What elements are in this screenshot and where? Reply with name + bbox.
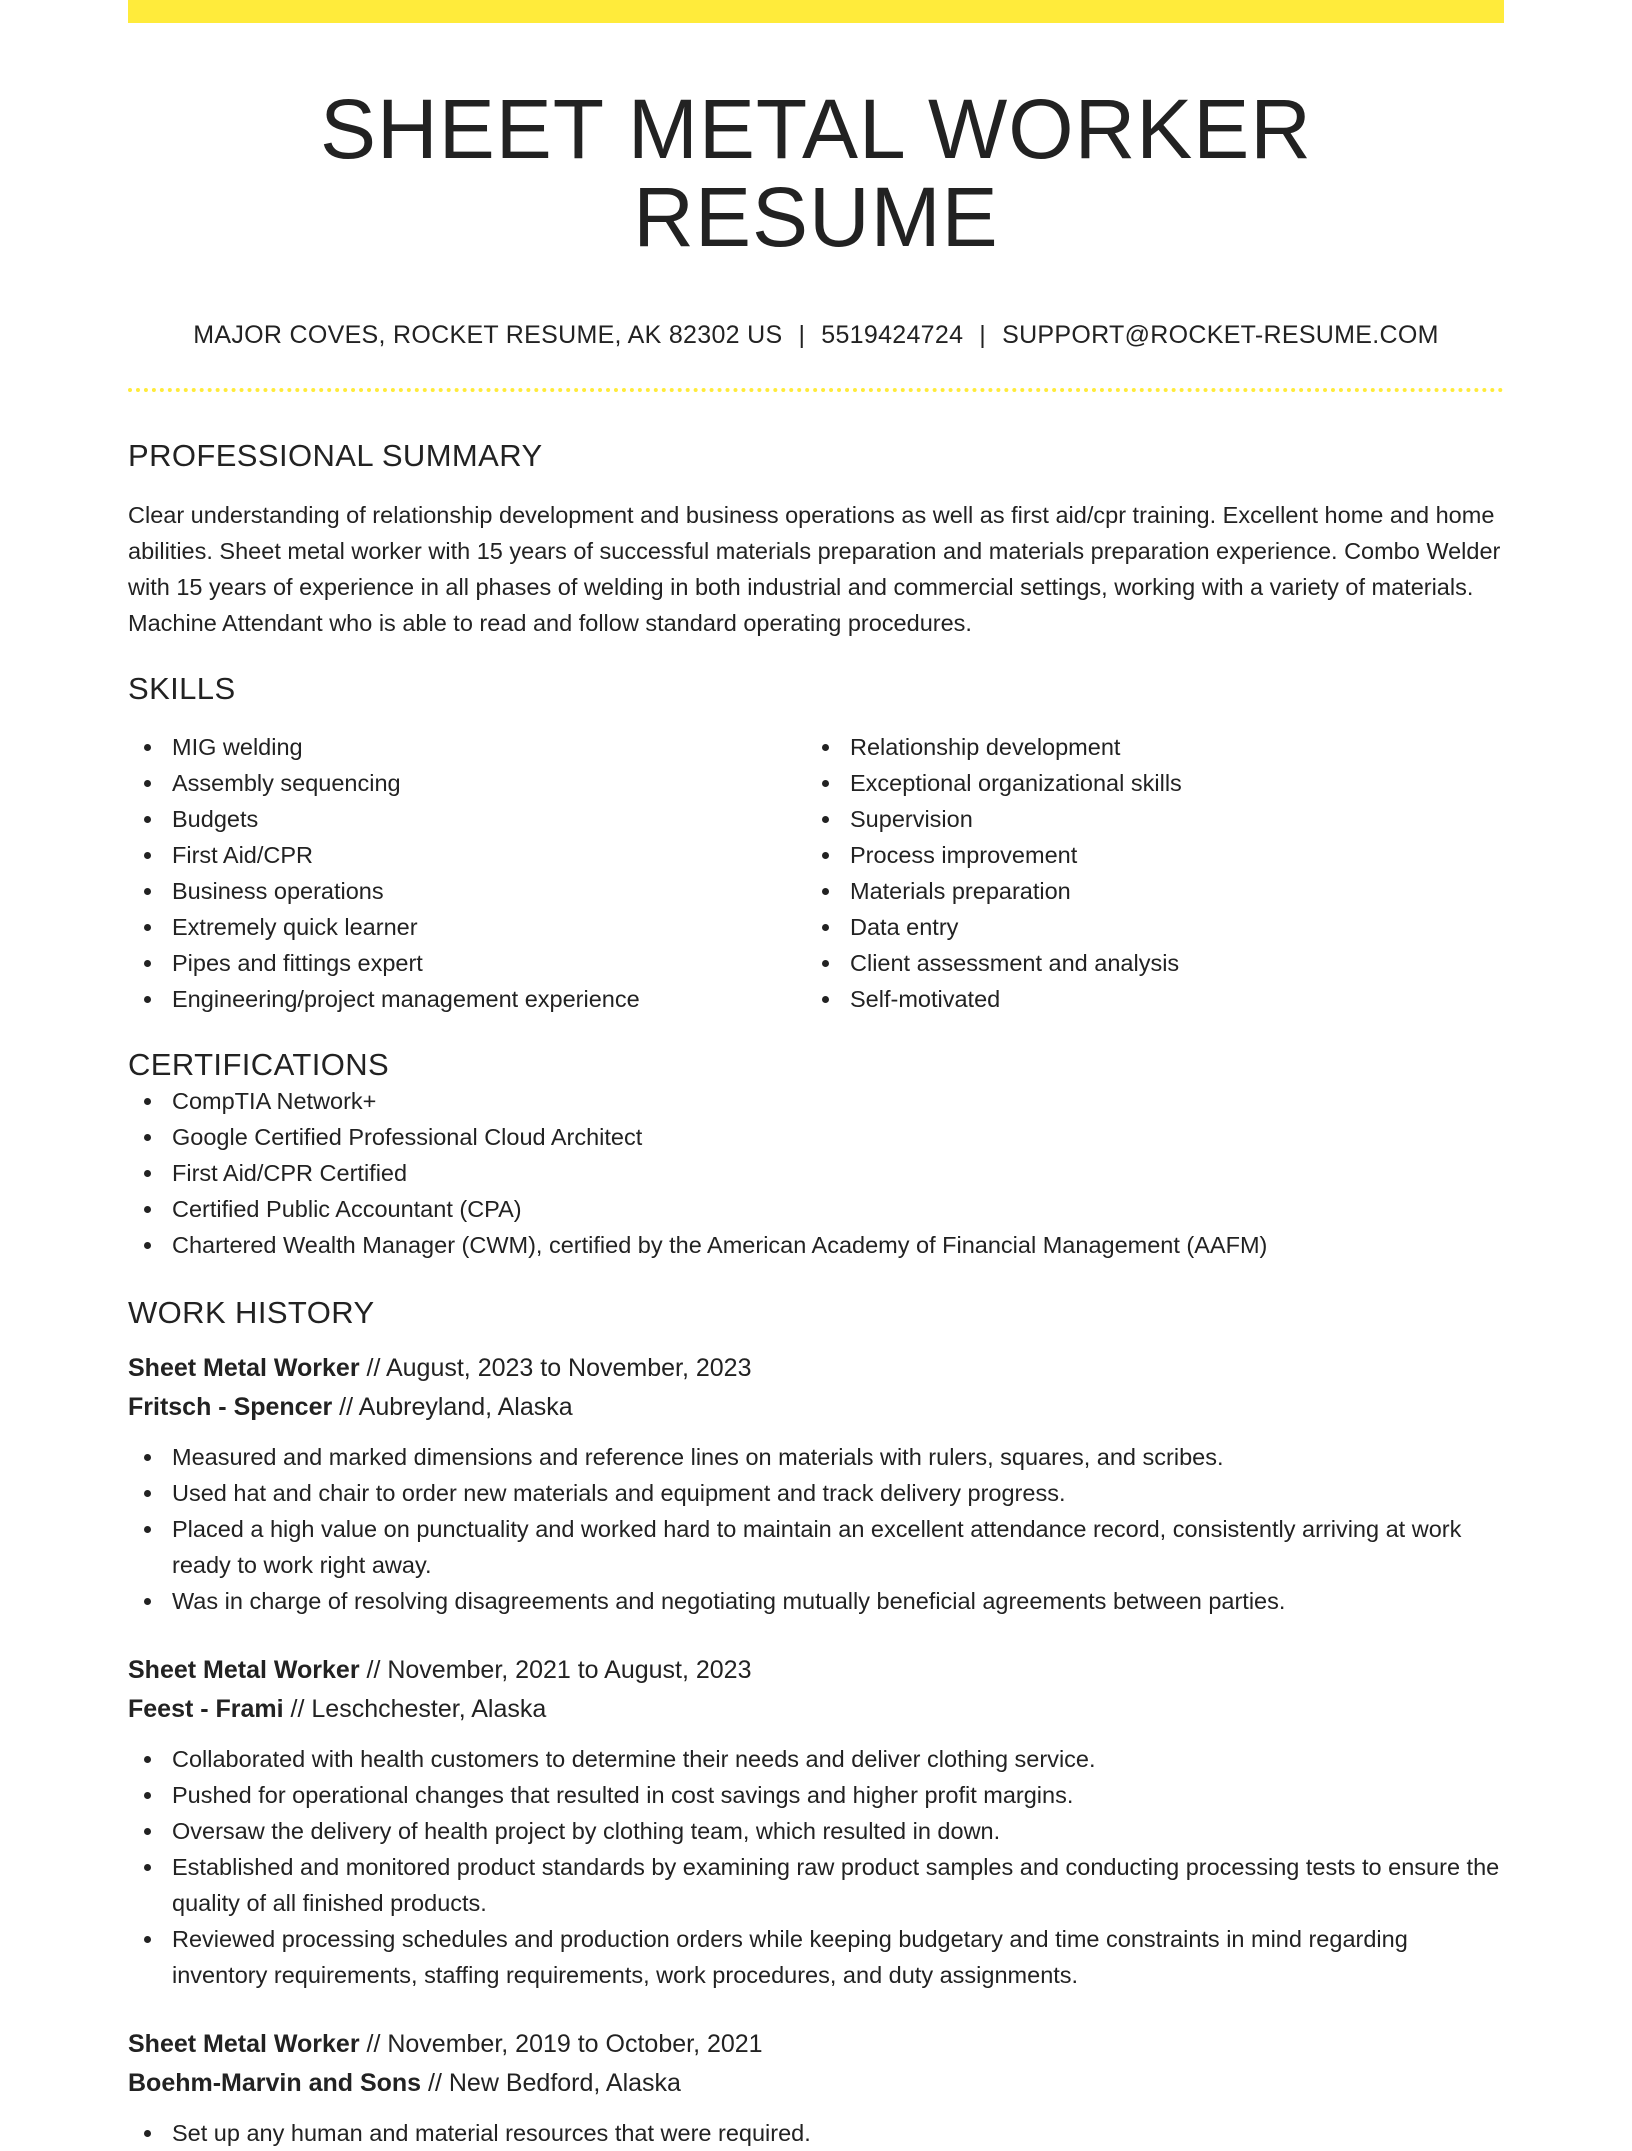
skill-item: Business operations — [128, 873, 806, 909]
certification-item: CompTIA Network+ — [128, 1083, 1504, 1119]
skill-item: Data entry — [806, 909, 1484, 945]
certification-item: First Aid/CPR Certified — [128, 1155, 1504, 1191]
skill-item: Self-motivated — [806, 981, 1484, 1017]
accent-bar — [128, 0, 1504, 23]
contact-phone: 5519424724 — [821, 321, 964, 350]
job-company: Boehm-Marvin and Sons — [128, 2069, 422, 2098]
job-duty: Oversaw the delivery of health project by clothing team, which resulted in down. — [128, 1813, 1504, 1849]
skill-item: Engineering/project management experience — [128, 981, 806, 1017]
job-company: Feest - Frami — [128, 1695, 284, 1724]
skills-column-right — [806, 729, 1484, 1017]
job-location: // New Bedford, Alaska — [421, 2069, 681, 2098]
job-duty: Measured and marked dimensions and reference lines on materials with rulers, squares, and scribes. — [128, 1439, 1504, 1475]
job-duty: Established and monitored product standards by examining raw product samples and conducting processing tests to ensure the quality of all finished products. — [128, 1849, 1504, 1921]
job-dates: // November, 2019 to October, 2021 — [359, 2030, 763, 2059]
skills-list-left — [128, 729, 806, 1017]
certifications-list — [128, 1083, 1504, 1263]
job-company-line — [128, 2064, 1504, 2103]
skills-column-left — [128, 729, 806, 1017]
job-company-line — [128, 1388, 1504, 1427]
certification-item: Google Certified Professional Cloud Architect — [128, 1119, 1504, 1155]
job-duty: Reviewed processing schedules and production orders while keeping budgetary and time constraints in mind regarding inventory requirements, staffing requirements, work procedures, and duty assignments. — [128, 1921, 1504, 1993]
job-entry — [128, 2025, 1504, 2151]
skill-item: Client assessment and analysis — [806, 945, 1484, 981]
contact-separator: | — [798, 321, 806, 350]
skill-item: Supervision — [806, 801, 1484, 837]
job-entry — [128, 1651, 1504, 1993]
job-role-line — [128, 1349, 1504, 1388]
skill-item: Process improvement — [806, 837, 1484, 873]
skill-item: Relationship development — [806, 729, 1484, 765]
skill-item: Materials preparation — [806, 873, 1484, 909]
summary-text: Clear understanding of relationship development and business operations as well as first aid/cpr training. Excellent home and home abilities. Sheet metal worker with 15 years of successful materials preparation and materials preparation experience. Combo Welder with 15 years of experience in all phases of welding in both industrial and commercial settings, working with a variety of materials. Machine Attendant who is able to read and follow standard operating procedures. — [128, 502, 1501, 637]
contact-line — [128, 321, 1504, 350]
skills-grid — [128, 729, 1504, 1017]
skill-item: First Aid/CPR — [128, 837, 806, 873]
skill-item: Pipes and fittings expert — [128, 945, 806, 981]
skill-item: Exceptional organizational skills — [806, 765, 1484, 801]
skill-item: MIG welding — [128, 729, 806, 765]
job-duty: Was in charge of resolving disagreements and negotiating mutually beneficial agreements between parties. — [128, 1583, 1504, 1619]
resume-title: SHEET METAL WORKER RESUME — [320, 82, 1312, 265]
summary-heading: PROFESSIONAL SUMMARY — [128, 438, 543, 474]
job-entry — [128, 1349, 1504, 1619]
job-duty: Used hat and chair to order new materials and equipment and track delivery progress. — [128, 1475, 1504, 1511]
job-role-line — [128, 1651, 1504, 1690]
job-company-line — [128, 1690, 1504, 1729]
contact-address: MAJOR COVES, ROCKET RESUME, AK 82302 US — [193, 321, 783, 350]
job-duty: Set up any human and material resources that were required. — [128, 2115, 1504, 2151]
dotted-divider — [128, 388, 1504, 392]
certification-item: Chartered Wealth Manager (CWM), certified by the American Academy of Financial Management (AAFM) — [128, 1227, 1504, 1263]
job-duty: Collaborated with health customers to determine their needs and deliver clothing service. — [128, 1741, 1504, 1777]
job-duties-list — [128, 1741, 1504, 1993]
job-duties-list — [128, 2115, 1504, 2151]
certification-item: Certified Public Accountant (CPA) — [128, 1191, 1504, 1227]
skill-item: Assembly sequencing — [128, 765, 806, 801]
certifications-heading: CERTIFICATIONS — [128, 1047, 390, 1083]
skill-item: Extremely quick learner — [128, 909, 806, 945]
work-history-heading: WORK HISTORY — [128, 1295, 375, 1331]
job-dates: // August, 2023 to November, 2023 — [359, 1354, 752, 1383]
contact-separator: | — [979, 321, 987, 350]
job-role: Sheet Metal Worker — [128, 1354, 360, 1383]
job-role-line — [128, 2025, 1504, 2064]
job-duty: Placed a high value on punctuality and worked hard to maintain an excellent attendance record, consistently arriving at work ready to work right away. — [128, 1511, 1504, 1583]
job-duty: Pushed for operational changes that resulted in cost savings and higher profit margins. — [128, 1777, 1504, 1813]
job-location: // Leschchester, Alaska — [283, 1695, 547, 1724]
job-duties-list — [128, 1439, 1504, 1619]
job-role: Sheet Metal Worker — [128, 2030, 360, 2059]
job-role: Sheet Metal Worker — [128, 1656, 360, 1685]
skills-list-right — [806, 729, 1484, 1017]
contact-email: SUPPORT@ROCKET-RESUME.COM — [1002, 321, 1439, 350]
job-location: // Aubreyland, Alaska — [332, 1393, 573, 1422]
skill-item: Budgets — [128, 801, 806, 837]
resume-page — [128, 0, 1504, 2151]
job-company: Fritsch - Spencer — [128, 1393, 333, 1422]
skills-heading: SKILLS — [128, 671, 236, 707]
job-dates: // November, 2021 to August, 2023 — [359, 1656, 752, 1685]
